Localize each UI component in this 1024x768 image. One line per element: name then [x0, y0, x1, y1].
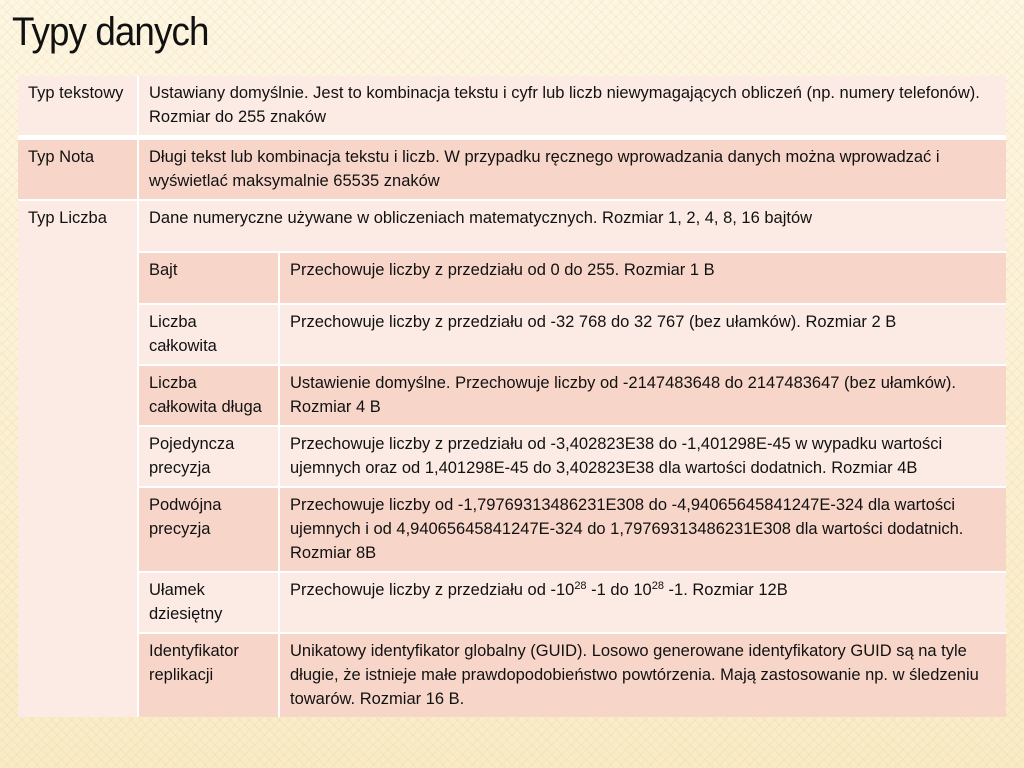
exponent-superscript: 28 — [651, 580, 664, 592]
decimal-range-text: -1. Rozmiar 12B — [663, 581, 788, 599]
decimal-range-text: Przechowuje liczby z przedziału od -10 — [290, 581, 575, 599]
type-description-cell: Ustawiany domyślnie. Jest to kombinacja tekstu i cyfr lub liczb niewymagających obliczeń (np. numery telefonów). Rozmiar do 255 znaków — [138, 76, 1006, 138]
subtype-name-cell: Liczba całkowita — [138, 304, 279, 365]
subtype-description-cell: Unikatowy identyfikator globalny (GUID). Losowo generowane identyfikatory GUID są na tyle długie, że istnieje małe prawdopodobieństwo powtórzenia. Mają zastosowanie np. w śledzeniu towarów. Rozmiar 16 B. — [279, 633, 1006, 717]
subtype-description-cell: Przechowuje liczby z przedziału od 0 do 255. Rozmiar 1 B — [279, 252, 1006, 304]
type-description-cell: Długi tekst lub kombinacja tekstu i liczb. W przypadku ręcznego wprowadzania danych można wprowadzać i wyświetlać maksymalnie 65535 znaków — [138, 138, 1006, 201]
slide-title: Typy danych — [12, 10, 209, 54]
subtype-description-cell — [279, 572, 1006, 633]
subtype-name-cell: Bajt — [138, 252, 279, 304]
exponent-superscript: 28 — [574, 580, 587, 592]
subtype-description-cell: Ustawienie domyślne. Przechowuje liczby od -2147483648 do 2147483647 (bez ułamków). Rozmiar 4 B — [279, 365, 1006, 426]
subtype-row — [18, 252, 1006, 304]
subtype-row — [18, 572, 1006, 633]
subtype-row — [18, 365, 1006, 426]
subtype-description-cell: Przechowuje liczby z przedziału od -32 768 do 32 767 (bez ułamków). Rozmiar 2 B — [279, 304, 1006, 365]
subtype-name-cell: Liczba całkowita długa — [138, 365, 279, 426]
table-row — [18, 76, 1006, 138]
subtype-row — [18, 426, 1006, 487]
type-name-cell: Typ tekstowy — [18, 76, 138, 138]
subtype-description-cell: Przechowuje liczby z przedziału od -3,402823E38 do -1,401298E-45 w wypadku wartości ujemnych oraz od 1,401298E-45 do 3,402823E38 dla wartości dodatnich. Rozmiar 4B — [279, 426, 1006, 487]
type-name-cell: Typ Nota — [18, 138, 138, 201]
subtype-description-cell: Przechowuje liczby od -1,79769313486231E308 do -4,94065645841247E-324 dla wartości ujemnych i od 4,94065645841247E-324 do 1,79769313486231E308 dla wartości dodatnich. Rozmiar 8B — [279, 487, 1006, 572]
type-name-cell: Typ Liczba — [18, 200, 138, 717]
data-types-table — [18, 76, 1006, 717]
subtype-row — [18, 633, 1006, 717]
table-row — [18, 200, 1006, 252]
subtype-name-cell: Podwójna precyzja — [138, 487, 279, 572]
subtype-name-cell: Identyfikator replikacji — [138, 633, 279, 717]
subtype-row — [18, 304, 1006, 365]
type-description-cell: Dane numeryczne używane w obliczeniach matematycznych. Rozmiar 1, 2, 4, 8, 16 bajtów — [138, 200, 1006, 252]
subtype-name-cell: Ułamek dziesiętny — [138, 572, 279, 633]
subtype-row — [18, 487, 1006, 572]
decimal-range-text: -1 do 10 — [586, 581, 652, 599]
table-row — [18, 138, 1006, 201]
subtype-name-cell: Pojedyncza precyzja — [138, 426, 279, 487]
